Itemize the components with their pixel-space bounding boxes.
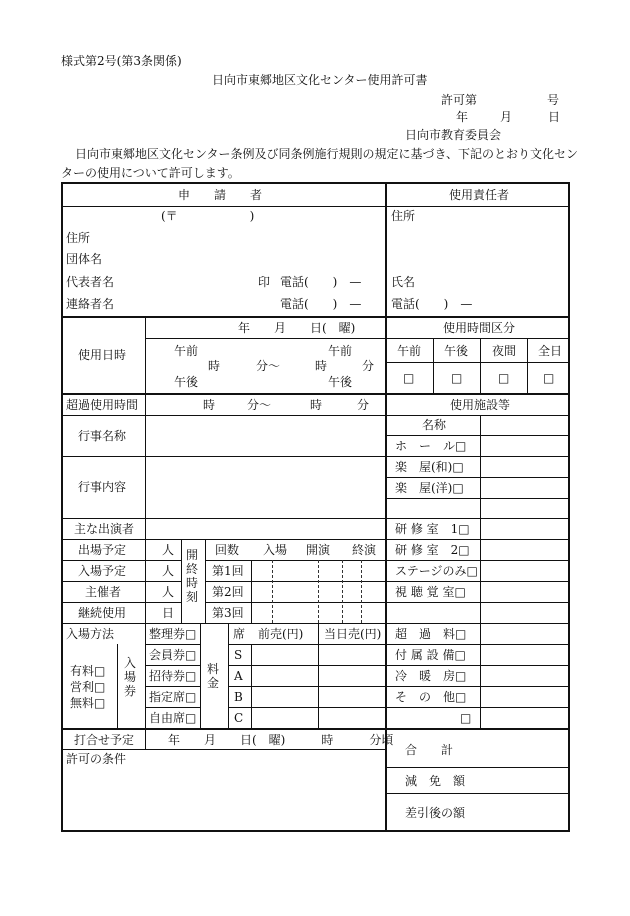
seat-heading: 席: [233, 627, 246, 641]
date-month: 月: [500, 110, 513, 124]
responsible-phone: 電話( ) —: [391, 297, 473, 311]
contact-label: 連絡者名: [66, 297, 115, 311]
fee-cooling[interactable]: 冷 暖 房□: [395, 669, 467, 683]
slot-night-checkbox[interactable]: □: [498, 371, 510, 385]
entry-method-label: 入場方法: [66, 627, 115, 641]
ticket-label: 入場券: [124, 656, 137, 698]
responsible-heading: 使用責任者: [449, 188, 510, 202]
meeting-datetime: 年 月 日( 曜) 時 分頃: [168, 733, 394, 747]
end-heading: 終演: [352, 543, 377, 557]
date-year: 年: [456, 110, 469, 124]
permit-number-label: 許可第: [441, 93, 478, 107]
postal-code: (〒 ): [161, 209, 255, 223]
organizer-label: 主催者: [85, 585, 122, 599]
issuer: 日向市教育委員会: [405, 128, 502, 142]
net-label: 差引後の額: [405, 806, 466, 820]
facility-name-heading: 名称: [422, 418, 447, 432]
perform-heading: 開演: [306, 543, 331, 557]
permit-number-suffix: 号: [547, 93, 560, 107]
facility-training-2[interactable]: 研 修 室 2□: [395, 543, 470, 557]
date-day: 日: [548, 110, 561, 124]
pm-start: 午後: [174, 375, 199, 389]
count-heading: 回数: [215, 543, 240, 557]
facility-stage-only[interactable]: ステージのみ□: [395, 564, 478, 578]
round-2: 第2回: [212, 585, 244, 599]
hour-start: 時: [208, 359, 221, 373]
representative-label: 代表者名: [66, 275, 115, 289]
over-hour-start: 時: [203, 398, 216, 412]
responsible-address: 住所: [391, 209, 416, 223]
seal-mark: 印: [258, 275, 271, 289]
seat-s: S: [234, 648, 243, 662]
applicant-heading: 申 請 者: [178, 188, 263, 202]
facility-hall[interactable]: ホ ー ル□: [395, 439, 467, 453]
slot-night: 夜間: [492, 344, 517, 358]
slot-pm-checkbox[interactable]: □: [451, 371, 463, 385]
discount-label: 減 免 額: [405, 774, 466, 788]
fee-blank-checkbox[interactable]: □: [460, 711, 472, 725]
organizer-unit: 人: [162, 585, 175, 599]
sameday-heading: 当日売(円): [324, 627, 382, 641]
page-title: 日向市東郷地区文化センター使用許可書: [212, 73, 428, 87]
body-line-1: 日向市東郷地区文化センター条例及び同条例施行規則の規定に基づき、下記のとおり文化セン: [75, 147, 579, 161]
slot-allday: 全日: [538, 344, 563, 358]
contact-phone: 電話( ) —: [280, 297, 362, 311]
facility-heading: 使用施設等: [450, 398, 511, 412]
fee-excess[interactable]: 超 過 料□: [395, 627, 467, 641]
slot-pm: 午後: [444, 344, 469, 358]
facility-training-1[interactable]: 研 修 室 1□: [395, 522, 470, 536]
rep-phone: 電話( ) —: [280, 275, 362, 289]
slot-heading: 使用時間区分: [443, 321, 516, 335]
over-time-label: 超過使用時間: [66, 398, 139, 412]
entry-unit: 人: [162, 564, 175, 578]
am-start: 午前: [174, 344, 199, 358]
round-3: 第3回: [212, 606, 244, 620]
fee-equipment[interactable]: 付 属 設 備□: [395, 648, 466, 662]
performers-label: 主な出演者: [74, 522, 135, 536]
profit-checkbox[interactable]: 営利□: [70, 680, 106, 694]
event-name-label: 行事名称: [78, 429, 127, 443]
event-content-label: 行事内容: [78, 480, 127, 494]
ticket-type-numbered[interactable]: 整理券□: [149, 627, 197, 641]
hour-end: 時: [315, 359, 328, 373]
minute-start: 分〜: [256, 359, 281, 373]
body-line-2: ターの使用について許可します。: [61, 166, 240, 180]
am-end: 午前: [328, 344, 353, 358]
over-hour-end: 時: [310, 398, 323, 412]
slot-allday-checkbox[interactable]: □: [543, 371, 555, 385]
entry-label: 入場予定: [78, 564, 127, 578]
facility-dressing-jp[interactable]: 楽 屋(和)□: [395, 460, 464, 474]
expected-unit: 人: [162, 543, 175, 557]
ticket-type-reserved[interactable]: 指定席□: [149, 690, 197, 704]
slot-am-checkbox[interactable]: □: [403, 371, 415, 385]
advance-heading: 前売(円): [258, 627, 304, 641]
usage-date-line: 年 月 日( 曜): [238, 321, 356, 335]
over-min-start: 分〜: [247, 398, 272, 412]
seat-b: B: [234, 690, 243, 704]
total-label: 合 計: [405, 743, 454, 757]
ticket-type-invite[interactable]: 招待券□: [149, 669, 197, 683]
expected-label: 出場予定: [78, 543, 127, 557]
applicant-address-label: 住所: [66, 231, 91, 245]
minute-end: 分: [362, 359, 375, 373]
fee-other[interactable]: そ の 他□: [395, 690, 467, 704]
facility-dressing-west[interactable]: 楽 屋(洋)□: [395, 481, 464, 495]
fee-label: 料金: [207, 662, 220, 690]
pm-end: 午後: [328, 375, 353, 389]
ticket-type-free-seat[interactable]: 自由席□: [149, 711, 197, 725]
enter-heading: 入場: [263, 543, 288, 557]
open-time-label: 開終時刻: [186, 548, 199, 604]
round-1: 第1回: [212, 564, 244, 578]
free-checkbox[interactable]: 無料□: [70, 696, 106, 710]
facility-av-room[interactable]: 視 聴 覚 室□: [395, 585, 466, 599]
ticket-type-member[interactable]: 会員券□: [149, 648, 197, 662]
conditions-label: 許可の条件: [66, 752, 127, 766]
paid-checkbox[interactable]: 有料□: [70, 664, 106, 678]
meeting-label: 打合せ予定: [74, 733, 135, 747]
continuous-unit: 日: [162, 606, 175, 620]
seat-c: C: [234, 711, 244, 725]
over-min-end: 分: [357, 398, 370, 412]
seat-a: A: [234, 669, 243, 683]
responsible-name: 氏名: [391, 275, 416, 289]
organization-label: 団体名: [66, 252, 103, 266]
form-number: 様式第2号(第3条関係): [61, 54, 182, 68]
usage-date-label: 使用日時: [78, 348, 127, 362]
slot-am: 午前: [397, 344, 422, 358]
continuous-label: 継続使用: [78, 606, 127, 620]
